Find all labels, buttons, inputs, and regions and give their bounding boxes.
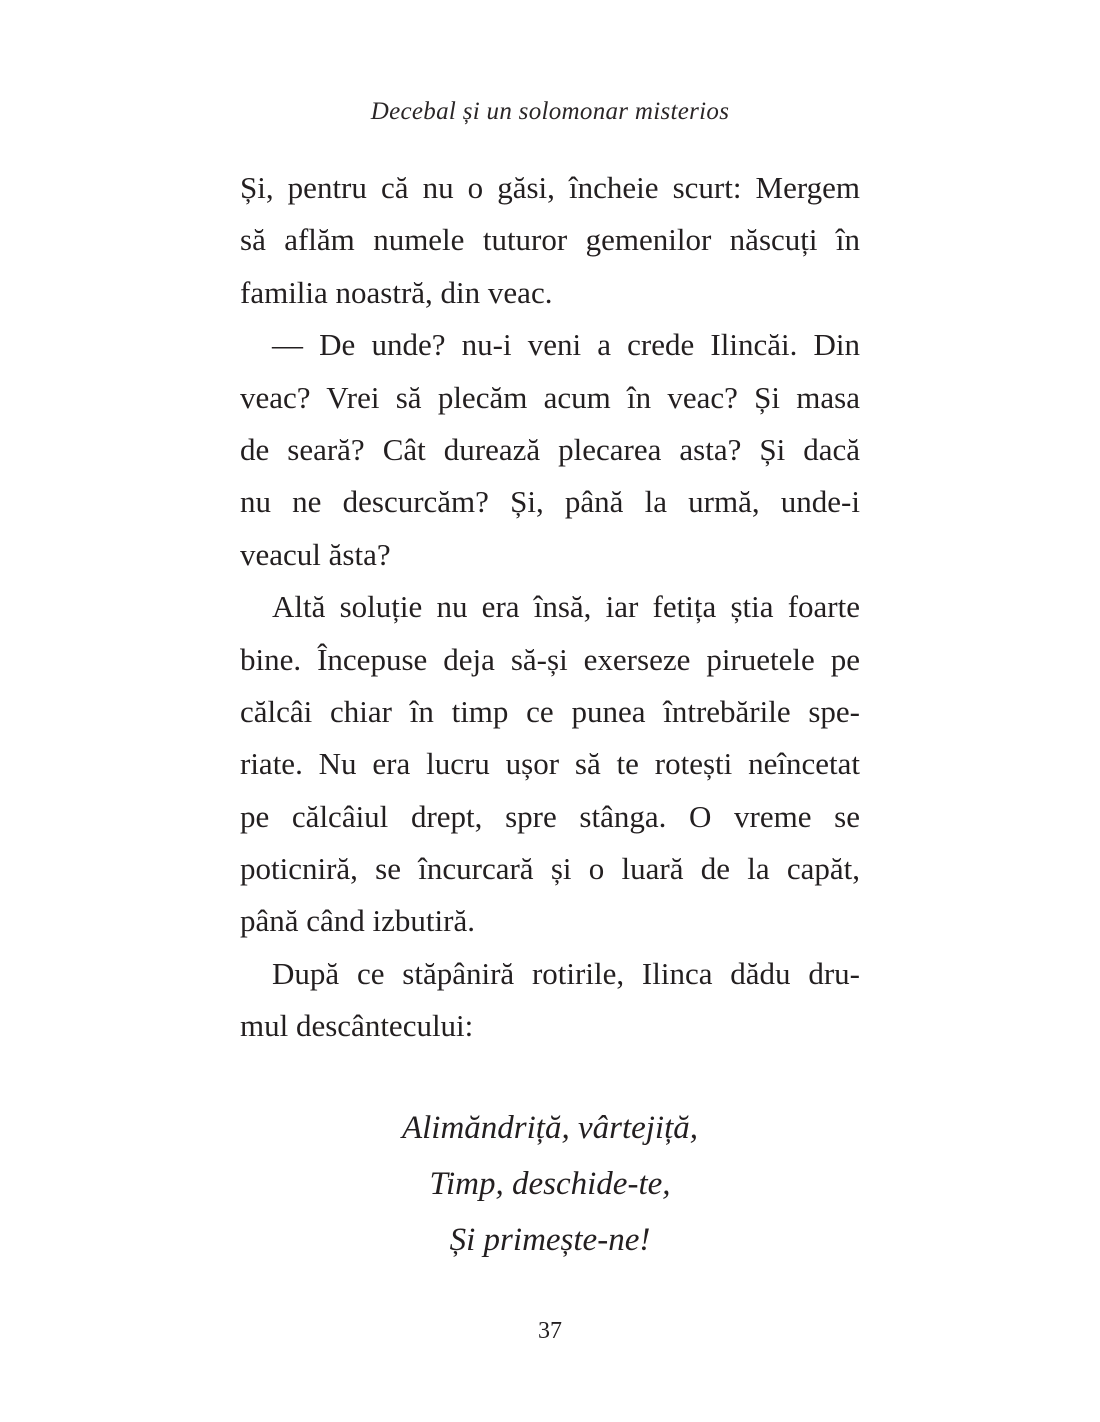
paragraph-3-line-3: călcâi chiar în timp ce punea întrebările spe- (240, 693, 860, 729)
paragraph-3-line-2: bine. Începuse deja să-și exerseze piruetele pe (240, 641, 860, 677)
paragraph-2-line-2: veac? Vrei să plecăm acum în veac? Și masa (240, 379, 860, 415)
paragraph-2-line-4: nu ne descurcăm? Și, până la urmă, unde-i (240, 484, 860, 520)
paragraph-2-line-3: de seară? Cât durează plecarea asta? Și dacă (240, 431, 860, 467)
body-text (240, 162, 860, 1053)
paragraph-3-line-5: pe călcâiul drept, spre stânga. O vreme se (240, 798, 860, 834)
verse-line-1: Alimăndriță, vârtejiță, (401, 1110, 699, 1146)
paragraph-2-line-5: veacul ăsta? (240, 536, 391, 572)
paragraph-4-line-1: După ce stăpâniră rotirile, Ilinca dădu dru- (272, 955, 860, 991)
paragraph-2-line-1: — De unde? nu-i veni a crede Ilincăi. Din (272, 327, 860, 363)
verse-line-3: Și primește-ne! (449, 1222, 651, 1258)
paragraph-4-line-2: mul descântecului: (240, 1008, 474, 1044)
verse-line-2: Timp, deschide-te, (429, 1166, 671, 1202)
paragraph-3-line-6: poticniră, se încurcară și o luară de la capăt, (240, 851, 860, 887)
paragraph-1-line-1: Și, pentru că nu o găsi, încheie scurt: Mergem (240, 170, 860, 205)
paragraph-3-line-4: riate. Nu era lucru ușor să te rotești neîncetat (240, 746, 860, 782)
paragraph-3-line-1: Altă soluție nu era însă, iar fetița știa foarte (272, 589, 860, 625)
paragraph-1-line-2: să aflăm numele tuturor gemenilor născuți în (240, 222, 860, 258)
paragraph-1-line-3: familia noastră, din veac. (240, 274, 553, 310)
incantation-verse (0, 1100, 1100, 1268)
page-number: 37 (538, 1318, 562, 1344)
running-header: Decebal și un solomonar misterios (370, 98, 730, 125)
paragraph-3-line-7: până când izbutiră. (240, 903, 475, 939)
